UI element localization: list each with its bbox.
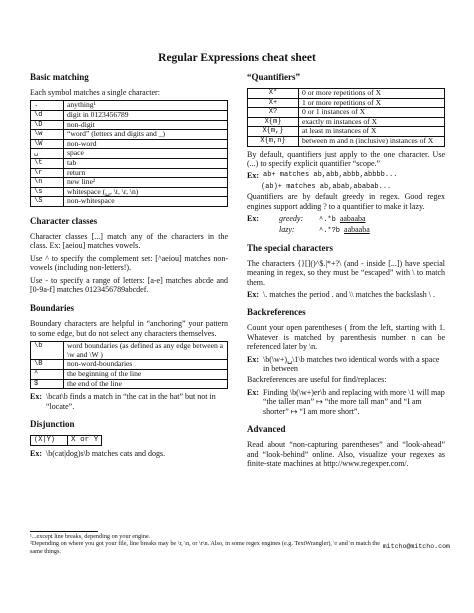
quantifiers-table xyxy=(247,88,445,147)
symbol-cell: \D xyxy=(31,120,64,130)
lazy-row xyxy=(319,225,445,236)
table-row xyxy=(31,111,228,121)
desc-cell: between m and n (inclusive) instances of X xyxy=(299,136,445,146)
example-text: Finding \b(\w+)er\b and replacing with more \1 will map “the taller man” ↦ “the more tall man” and “I am shorter” ↦ “I am more short”. xyxy=(263,387,445,416)
backrefs-example-2 xyxy=(247,388,445,416)
table-row xyxy=(31,149,228,159)
boundaries-intro: Boundary characters are helpful in “anchoring” your pattern to some edge, but do not select any characters themselves. xyxy=(30,319,228,338)
greedy-lazy-example xyxy=(247,214,445,237)
example-text: \b(cat|dog)s\b matches cats and dogs. xyxy=(46,448,166,458)
special-characters-heading: The special characters xyxy=(247,242,333,253)
basic-intro: Each symbol matches a single character: xyxy=(30,88,160,97)
example-label: Ex: xyxy=(247,387,259,397)
lazy-label: lazy: xyxy=(279,225,295,235)
boundaries-heading: Boundaries xyxy=(30,303,75,314)
special-example xyxy=(247,290,445,299)
footnote-2: ²Depending on where you got your file, line breaks may be \r, \n, or \r\n. Also, in some regex engines (e.g. TextWrangler), \r and \n match the same things. xyxy=(30,540,380,555)
boundaries-example xyxy=(30,392,228,411)
example-text: \bcat\b finds a match in “the cat in the hat” but not in “locate”. xyxy=(46,392,216,411)
page-title: Regular Expressions cheat sheet xyxy=(158,52,316,64)
symbol-cell: \B xyxy=(31,360,64,370)
classes-paragraph-1: Character classes [...] match any of the characters in the class. Ex: [aeiou] matches vowels. xyxy=(30,231,228,251)
desc-cell: the beginning of the line xyxy=(64,369,228,379)
symbol-cell: X{m,n} xyxy=(248,136,299,146)
symbol-cell: X+ xyxy=(248,98,299,108)
table-row xyxy=(31,369,228,379)
boundaries-table xyxy=(30,341,228,389)
example-label: Ex: xyxy=(247,214,259,223)
backrefs-paragraph-1: Count your open parentheses ( from the left, starting with 1. Whatever is matched by parenthesis number n can be referenced later by \n. xyxy=(247,323,445,352)
table-row xyxy=(31,130,228,140)
desc-cell: “word” (letters and digits and _) xyxy=(64,130,228,140)
left-column xyxy=(30,72,228,460)
lazy-pattern: ^.*?b xyxy=(319,227,341,236)
symbol-cell: \n xyxy=(31,178,64,188)
desc-cell: exactly m instances of X xyxy=(299,117,445,127)
advanced-heading: Advanced xyxy=(247,424,286,435)
advanced-paragraph: Read about “non-capturing parentheses” and “look-ahead” and “look-behind” online. Also, visualize your regexes as finite-state machines at http://www.regexper.com/. xyxy=(247,440,445,468)
desc-cell: digit in 0123456789 xyxy=(64,111,228,121)
table-row xyxy=(31,139,228,149)
symbol-cell: X{m} xyxy=(248,117,299,127)
backreferences-heading: Backreferences xyxy=(247,307,306,318)
symbol-cell: (X|Y) xyxy=(31,435,68,445)
basic-table xyxy=(30,100,228,207)
right-column xyxy=(247,72,445,471)
greedy-row xyxy=(319,214,445,225)
symbol-cell: \t xyxy=(31,158,64,168)
disjunction-example xyxy=(30,449,228,458)
symbol-cell: \r xyxy=(31,168,64,178)
desc-cell: whitespace (␣, \t, \r, \n) xyxy=(64,187,228,197)
basic-matching-heading: Basic matching xyxy=(30,72,89,82)
quantifiers-example-1b: (ab)+ matches ab,abab,ababab... xyxy=(261,182,392,191)
symbol-cell: ␣ xyxy=(31,149,64,159)
footnote-rule xyxy=(30,531,98,532)
example-label: Ex: xyxy=(247,171,259,181)
backrefs-paragraph-2: Backreferences are useful for find/replaces: xyxy=(247,375,387,385)
desc-cell: 0 or 1 instances of X xyxy=(299,108,445,118)
table-row xyxy=(31,101,228,111)
desc-cell: space xyxy=(64,149,228,159)
table-row xyxy=(31,435,102,445)
table-row xyxy=(248,136,445,146)
desc-cell: the end of the line xyxy=(64,379,228,389)
greedy-match: aabaaba xyxy=(339,214,366,223)
symbol-cell: X* xyxy=(248,89,299,99)
symbol-cell: \b xyxy=(31,342,64,360)
table-row xyxy=(31,379,228,389)
classes-paragraph-3: Use - to specify a range of letters: [a-e] matches abcde and [0-9a-f] matches 0123456789abcdef. xyxy=(30,275,228,294)
desc-cell: non-whitespace xyxy=(64,197,228,207)
example-label: Ex: xyxy=(247,354,259,364)
classes-paragraph-2: Use ^ to specify the complement set: [^aeiou] matches non-vowels (including non-letters!). xyxy=(30,253,228,273)
table-row xyxy=(31,197,228,207)
disjunction-table xyxy=(30,435,102,446)
example-label: Ex: xyxy=(30,392,42,402)
desc-cell: anything¹ xyxy=(64,101,228,111)
disjunction-heading: Disjunction xyxy=(30,418,75,429)
special-paragraph: The characters {}[]()^$.|*+?\ (and - inside [...]) have special meaning in regex, so they must be “escaped” with \ to match them. xyxy=(247,258,445,287)
table-row xyxy=(31,158,228,168)
symbol-cell: \S xyxy=(31,197,64,207)
table-row xyxy=(31,168,228,178)
backrefs-example-1 xyxy=(247,355,445,374)
desc-cell: X or Y xyxy=(68,435,102,445)
symbol-cell: \s xyxy=(31,187,64,197)
table-row xyxy=(31,187,228,197)
table-row xyxy=(248,108,445,118)
desc-cell: at least m instances of X xyxy=(299,127,445,137)
footnote-1: ¹...except line breaks, depending on your engine. xyxy=(30,533,151,540)
desc-cell: word boundaries (as defined as any edge between a \w and \W ) xyxy=(64,342,228,360)
example-text: \b(\w+)␣\1\b matches two identical words with a space in between xyxy=(263,354,440,374)
desc-cell: tab xyxy=(64,158,228,168)
desc-cell: new line² xyxy=(64,178,228,188)
desc-cell: 0 or more repetitions of X xyxy=(299,89,445,99)
character-classes-heading: Character classes xyxy=(30,215,98,226)
table-row xyxy=(31,178,228,188)
symbol-cell: \d xyxy=(31,111,64,121)
table-row xyxy=(31,342,228,360)
table-row xyxy=(248,89,445,99)
lazy-match: aabaaba xyxy=(344,225,370,235)
greedy-pattern: ^.*b xyxy=(319,216,336,224)
example-label: Ex: xyxy=(30,448,42,458)
symbol-cell: $ xyxy=(31,379,64,389)
desc-cell: non-word-boundaries xyxy=(64,360,228,370)
symbol-cell: . xyxy=(31,101,64,111)
desc-cell: non-word xyxy=(64,139,228,149)
example-text: ab+ matches ab,abb,abbb,abbbb... xyxy=(263,171,398,180)
symbol-cell: \w xyxy=(31,130,64,140)
quantifiers-paragraph-1: By default, quantifiers just apply to the one character. Use (...) to specify explicit quantifier “scope.” xyxy=(247,149,445,168)
quantifiers-paragraph-2: Quantifiers are by default greedy in regex. Good regex engines support adding ? to a quantifier to make it lazy. xyxy=(247,192,445,211)
desc-cell: 1 or more repetitions of X xyxy=(299,98,445,108)
example-label: Ex: xyxy=(247,290,259,300)
greedy-label: greedy: xyxy=(279,214,304,223)
symbol-cell: \W xyxy=(31,139,64,149)
symbol-cell: X? xyxy=(248,108,299,118)
quantifiers-heading: “Quantifiers” xyxy=(247,72,300,82)
quantifiers-example-1 xyxy=(247,171,445,180)
desc-cell: non-digit xyxy=(64,120,228,130)
symbol-cell: ^ xyxy=(31,369,64,379)
author-email: mitcho@mitcho.com xyxy=(382,543,450,550)
desc-cell: return xyxy=(64,168,228,178)
symbol-cell: X{m,} xyxy=(248,127,299,137)
example-text: \. matches the period . and \\ matches the backslash \ . xyxy=(263,290,435,300)
